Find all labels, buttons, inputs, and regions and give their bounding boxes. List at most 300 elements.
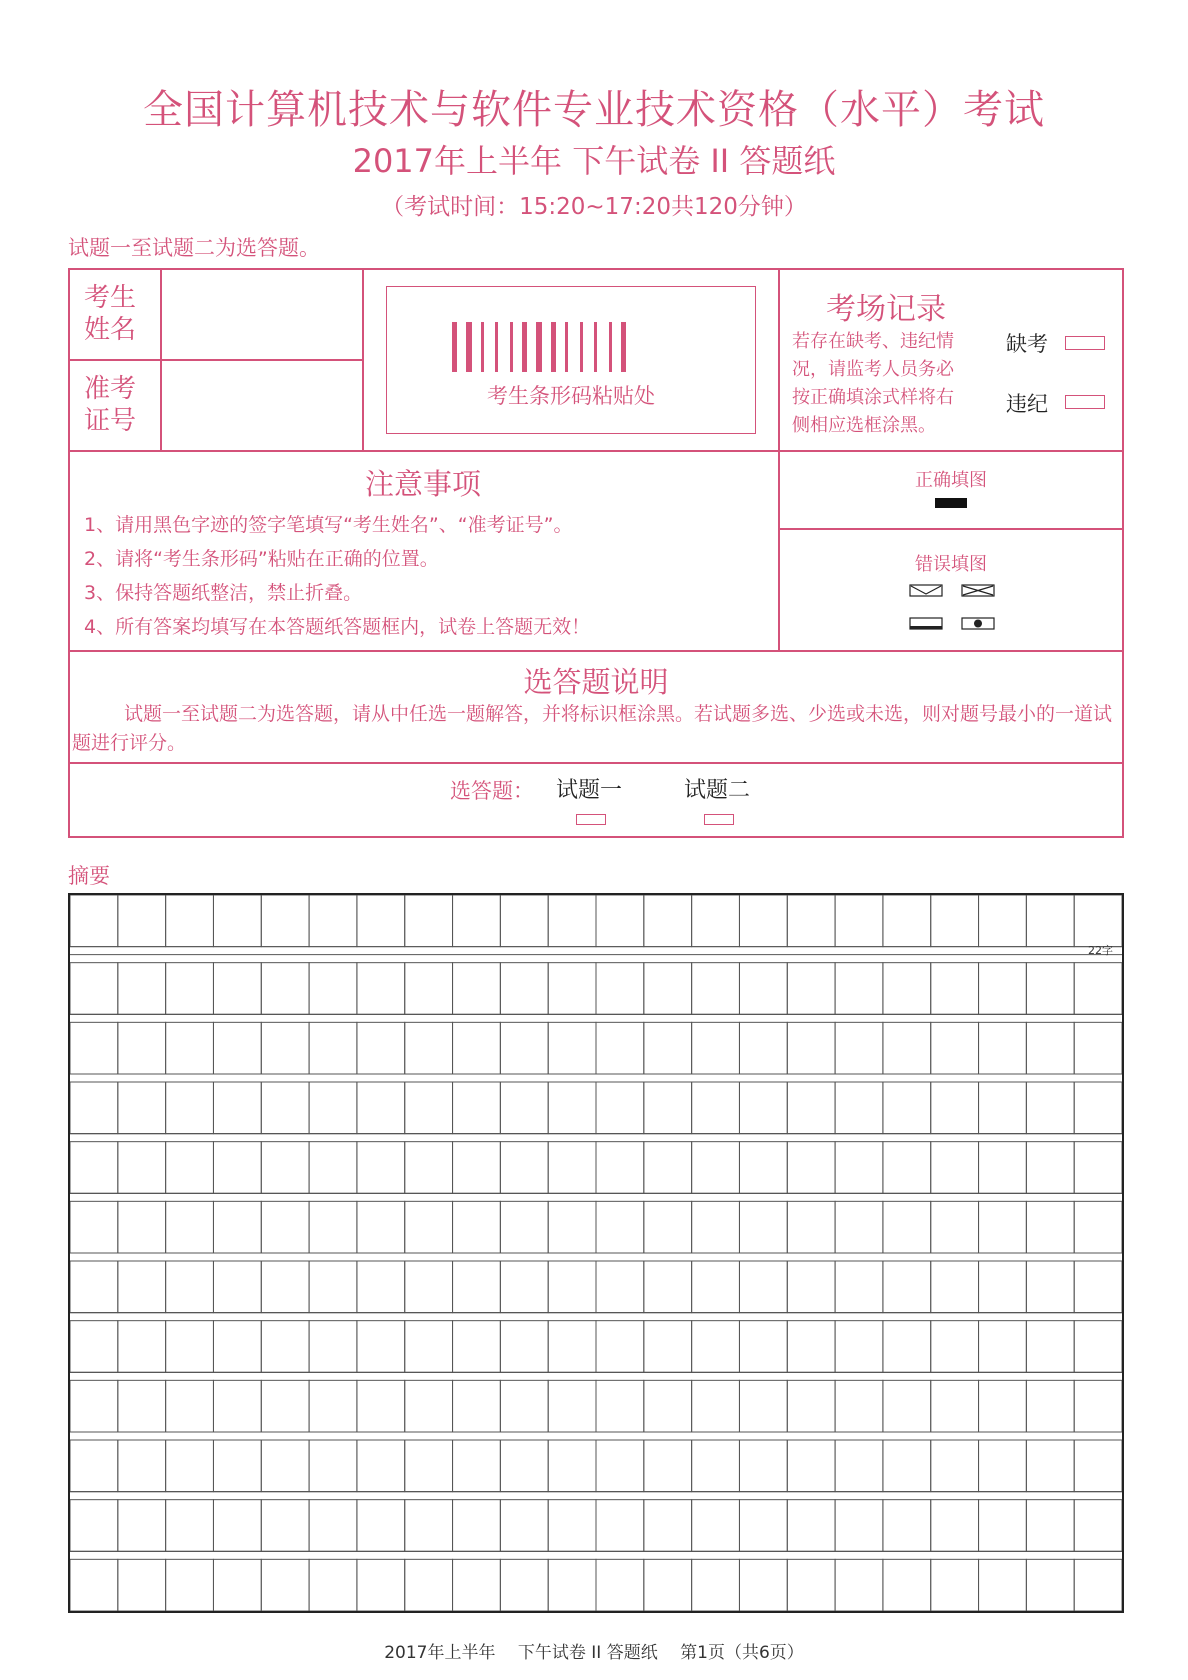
grid-cell[interactable] xyxy=(1026,895,1074,947)
grid-cell[interactable] xyxy=(883,1201,931,1253)
grid-cell[interactable] xyxy=(1074,895,1122,947)
grid-cell[interactable] xyxy=(548,1022,596,1074)
grid-cell[interactable] xyxy=(1026,1201,1074,1253)
grid-cell[interactable] xyxy=(453,963,501,1015)
grid-cell[interactable] xyxy=(261,1321,309,1373)
grid-cell[interactable] xyxy=(453,1321,501,1373)
selection-title: 选答题说明 xyxy=(523,665,669,699)
option-2-label: 试题二 xyxy=(684,778,751,803)
grid-cell[interactable] xyxy=(596,1440,644,1492)
grid-cell[interactable] xyxy=(548,1201,596,1253)
grid-cell[interactable] xyxy=(931,1440,979,1492)
grid-cell[interactable] xyxy=(979,1022,1027,1074)
grid-cell[interactable] xyxy=(835,1022,883,1074)
grid-cell[interactable] xyxy=(835,895,883,947)
grid-cell[interactable] xyxy=(166,1440,214,1492)
grid-cell[interactable] xyxy=(739,895,787,947)
grid-cell[interactable] xyxy=(644,1261,692,1313)
grid-cell[interactable] xyxy=(309,1559,357,1611)
grid-cell[interactable] xyxy=(692,963,740,1015)
grid-cell[interactable] xyxy=(1074,1261,1122,1313)
grid-cell[interactable] xyxy=(1026,1022,1074,1074)
grid-cell[interactable] xyxy=(500,1559,548,1611)
grid-cell[interactable] xyxy=(213,1142,261,1194)
grid-cell[interactable] xyxy=(883,895,931,947)
grid-cell[interactable] xyxy=(739,1321,787,1373)
grid-cell[interactable] xyxy=(166,1500,214,1552)
grid-cell[interactable] xyxy=(261,1440,309,1492)
grid-cell[interactable] xyxy=(70,1321,118,1373)
intro-text: 试题一至试题二为选答题。 xyxy=(68,236,320,260)
grid-cell[interactable] xyxy=(309,1022,357,1074)
grid-cell[interactable] xyxy=(166,963,214,1015)
grid-cell[interactable] xyxy=(70,1380,118,1432)
grid-cell[interactable] xyxy=(979,1380,1027,1432)
grid-cell[interactable] xyxy=(309,963,357,1015)
option-1-label: 试题一 xyxy=(556,778,623,803)
grid-cell[interactable] xyxy=(931,1500,979,1552)
grid-cell[interactable] xyxy=(1026,1440,1074,1492)
grid-cell[interactable] xyxy=(166,1082,214,1134)
grid-cell[interactable] xyxy=(500,1201,548,1253)
exam-title: 全国计算机技术与软件专业技术资格（水平）考试 xyxy=(143,87,1045,133)
grid-cell[interactable] xyxy=(644,1440,692,1492)
grid-cell[interactable] xyxy=(548,1142,596,1194)
grid-cell[interactable] xyxy=(405,1559,453,1611)
wrong-fill-label: 错误填图 xyxy=(915,554,987,575)
grid-cell[interactable] xyxy=(500,1142,548,1194)
grid-cell[interactable] xyxy=(118,963,166,1015)
grid-cell[interactable] xyxy=(166,1142,214,1194)
grid-cell[interactable] xyxy=(787,895,835,947)
grid-cell[interactable] xyxy=(692,1201,740,1253)
grid-cell[interactable] xyxy=(118,1261,166,1313)
grid-cell[interactable] xyxy=(213,1321,261,1373)
grid-cell[interactable] xyxy=(453,1022,501,1074)
grid-cell[interactable] xyxy=(883,1261,931,1313)
grid-cell[interactable] xyxy=(596,1500,644,1552)
wrong-check-icon xyxy=(910,585,942,596)
grid-cell[interactable] xyxy=(979,1559,1027,1611)
grid-cell[interactable] xyxy=(118,1022,166,1074)
grid-cell[interactable] xyxy=(787,1380,835,1432)
grid-cell[interactable] xyxy=(787,1142,835,1194)
grid-cell[interactable] xyxy=(309,1440,357,1492)
grid-cell[interactable] xyxy=(405,1022,453,1074)
grid-cell[interactable] xyxy=(1074,1082,1122,1134)
grid-cell[interactable] xyxy=(931,1022,979,1074)
correct-fill-icon xyxy=(935,498,967,508)
grid-cell[interactable] xyxy=(979,1440,1027,1492)
grid-cell[interactable] xyxy=(309,1380,357,1432)
grid-cell[interactable] xyxy=(118,1201,166,1253)
grid-cell[interactable] xyxy=(979,1082,1027,1134)
grid-cell[interactable] xyxy=(166,1380,214,1432)
notice-item: 3、保持答题纸整洁，禁止折叠。 xyxy=(84,582,363,604)
id-label: 准考 证号 xyxy=(84,374,137,436)
grid-cell[interactable] xyxy=(835,1321,883,1373)
grid-cell[interactable] xyxy=(787,1201,835,1253)
grid-cell[interactable] xyxy=(70,1500,118,1552)
grid-cell[interactable] xyxy=(692,1022,740,1074)
grid-cell[interactable] xyxy=(405,1380,453,1432)
grid-cell[interactable] xyxy=(1026,1321,1074,1373)
grid-cell[interactable] xyxy=(692,1380,740,1432)
exam-subtitle: 2017年上半年 下午试卷 II 答题纸 xyxy=(352,142,836,180)
violation-label: 违纪 xyxy=(1006,392,1048,416)
grid-cell[interactable] xyxy=(118,1500,166,1552)
grid-cell[interactable] xyxy=(118,1321,166,1373)
grid-cell[interactable] xyxy=(548,1261,596,1313)
grid-cell[interactable] xyxy=(979,1261,1027,1313)
grid-cell[interactable] xyxy=(405,1440,453,1492)
grid-cell[interactable] xyxy=(883,1440,931,1492)
grid-cell[interactable] xyxy=(979,963,1027,1015)
grid-cell[interactable] xyxy=(883,1500,931,1552)
grid-cell[interactable] xyxy=(405,1500,453,1552)
grid-cell[interactable] xyxy=(787,1559,835,1611)
grid-cell[interactable] xyxy=(166,895,214,947)
grid-cell[interactable] xyxy=(357,1082,405,1134)
grid-cell[interactable] xyxy=(739,1022,787,1074)
grid-cell[interactable] xyxy=(787,1022,835,1074)
grid-cell[interactable] xyxy=(500,1321,548,1373)
grid-cell[interactable] xyxy=(70,1142,118,1194)
grid-cell[interactable] xyxy=(1026,1261,1074,1313)
grid-cell[interactable] xyxy=(739,1500,787,1552)
grid-cell[interactable] xyxy=(213,963,261,1015)
grid-cell[interactable] xyxy=(357,1201,405,1253)
grid-cell[interactable] xyxy=(787,1261,835,1313)
grid-cell[interactable] xyxy=(548,1380,596,1432)
grid-cell[interactable] xyxy=(931,963,979,1015)
grid-cell[interactable] xyxy=(835,963,883,1015)
grid-cell[interactable] xyxy=(979,895,1027,947)
grid-cell[interactable] xyxy=(357,1142,405,1194)
grid-cell[interactable] xyxy=(166,1022,214,1074)
grid-cell[interactable] xyxy=(692,1261,740,1313)
grid-cell[interactable] xyxy=(261,1142,309,1194)
grid-cell[interactable] xyxy=(596,1201,644,1253)
grid-cell[interactable] xyxy=(213,1201,261,1253)
grid-cell[interactable] xyxy=(644,1082,692,1134)
grid-cell[interactable] xyxy=(357,1261,405,1313)
grid-cell[interactable] xyxy=(261,895,309,947)
grid-cell[interactable] xyxy=(979,1142,1027,1194)
notice-item: 2、请将“考生条形码”粘贴在正确的位置。 xyxy=(84,548,439,570)
grid-cell[interactable] xyxy=(692,1082,740,1134)
grid-cell[interactable] xyxy=(309,1261,357,1313)
grid-cell[interactable] xyxy=(405,1142,453,1194)
grid-cell[interactable] xyxy=(405,1261,453,1313)
selection-body: 试题一至试题二为选答题，请从中任选一题解答，并将标识框涂黑。若试题多选、少选或未选，则对题号最小的一道试题进行评分。 xyxy=(72,703,1113,754)
wrong-fill-icons xyxy=(908,582,998,632)
grid-cell[interactable] xyxy=(118,895,166,947)
grid-cell[interactable] xyxy=(70,963,118,1015)
barcode-label: 考生条形码粘贴处 xyxy=(487,384,655,408)
grid-cell[interactable] xyxy=(931,1082,979,1134)
grid-cell[interactable] xyxy=(596,963,644,1015)
grid-cell[interactable] xyxy=(692,1559,740,1611)
grid-cell[interactable] xyxy=(261,1201,309,1253)
grid-cell[interactable] xyxy=(596,1261,644,1313)
notice-list xyxy=(84,508,590,644)
grid-cell[interactable] xyxy=(548,963,596,1015)
grid-cell[interactable] xyxy=(835,1261,883,1313)
grid-cell[interactable] xyxy=(118,1440,166,1492)
grid-cell[interactable] xyxy=(453,1082,501,1134)
grid-cell[interactable] xyxy=(500,1440,548,1492)
name-label: 考生 姓名 xyxy=(84,283,137,345)
grid-cell[interactable] xyxy=(70,1440,118,1492)
grid-cell[interactable] xyxy=(1074,963,1122,1015)
grid-cell[interactable] xyxy=(405,895,453,947)
grid-cell[interactable] xyxy=(357,1321,405,1373)
grid-cell[interactable] xyxy=(70,1201,118,1253)
grid-cell[interactable] xyxy=(118,1142,166,1194)
grid-cell[interactable] xyxy=(739,1380,787,1432)
grid-cell[interactable] xyxy=(644,963,692,1015)
wrong-cross-icon xyxy=(962,585,994,596)
grid-cell[interactable] xyxy=(500,1022,548,1074)
grid-cell[interactable] xyxy=(835,1559,883,1611)
grid-cell[interactable] xyxy=(70,1559,118,1611)
grid-cell[interactable] xyxy=(500,1500,548,1552)
grid-cell[interactable] xyxy=(357,1022,405,1074)
grid-cell[interactable] xyxy=(309,1321,357,1373)
grid-cell[interactable] xyxy=(548,1440,596,1492)
grid-cell[interactable] xyxy=(261,1559,309,1611)
grid-cell[interactable] xyxy=(70,895,118,947)
grid-cell[interactable] xyxy=(596,1022,644,1074)
grid-cell[interactable] xyxy=(1074,1380,1122,1432)
grid-cell[interactable] xyxy=(596,1380,644,1432)
grid-cell[interactable] xyxy=(453,1380,501,1432)
grid-cell[interactable] xyxy=(309,1500,357,1552)
violation-checkbox[interactable] xyxy=(1065,395,1105,409)
grid-cell[interactable] xyxy=(548,1082,596,1134)
grid-cell[interactable] xyxy=(405,1082,453,1134)
grid-cell[interactable] xyxy=(883,1559,931,1611)
grid-cell[interactable] xyxy=(453,1142,501,1194)
grid-cell[interactable] xyxy=(739,1440,787,1492)
grid-cell[interactable] xyxy=(357,1500,405,1552)
grid-cell[interactable] xyxy=(357,895,405,947)
grid-cell[interactable] xyxy=(787,1500,835,1552)
grid-cell[interactable] xyxy=(405,963,453,1015)
grid-cell[interactable] xyxy=(1074,1022,1122,1074)
grid-cell[interactable] xyxy=(453,895,501,947)
grid-cell[interactable] xyxy=(357,1440,405,1492)
grid-cell[interactable] xyxy=(500,1261,548,1313)
grid-cell[interactable] xyxy=(596,1082,644,1134)
grid-cell[interactable] xyxy=(931,1321,979,1373)
grid-cell[interactable] xyxy=(644,1201,692,1253)
grid-cell[interactable] xyxy=(309,1201,357,1253)
notice-item: 1、请用黑色字迹的签字笔填写“考生姓名”、“准考证号”。 xyxy=(84,514,573,536)
grid-cell[interactable] xyxy=(213,895,261,947)
grid-cell[interactable] xyxy=(1026,963,1074,1015)
grid-cell[interactable] xyxy=(548,1559,596,1611)
grid-cell[interactable] xyxy=(1026,1559,1074,1611)
grid-cell[interactable] xyxy=(453,1201,501,1253)
grid-cell[interactable] xyxy=(596,895,644,947)
grid-cell[interactable] xyxy=(1026,1142,1074,1194)
grid-cell[interactable] xyxy=(644,1380,692,1432)
grid-cell[interactable] xyxy=(596,1559,644,1611)
grid-cell[interactable] xyxy=(453,1500,501,1552)
grid-cell[interactable] xyxy=(453,1440,501,1492)
grid-cell[interactable] xyxy=(1026,1500,1074,1552)
grid-cell[interactable] xyxy=(1074,1440,1122,1492)
grid-cell[interactable] xyxy=(931,1559,979,1611)
grid-cell[interactable] xyxy=(596,1142,644,1194)
grid-cell[interactable] xyxy=(70,1022,118,1074)
grid-cell[interactable] xyxy=(405,1321,453,1373)
grid-cell[interactable] xyxy=(453,1559,501,1611)
wrong-dot-icon xyxy=(962,618,994,629)
grid-cell[interactable] xyxy=(883,1380,931,1432)
grid-cell[interactable] xyxy=(835,1082,883,1134)
grid-cell[interactable] xyxy=(213,1022,261,1074)
grid-cell[interactable] xyxy=(883,1022,931,1074)
option-2-checkbox[interactable] xyxy=(704,814,734,825)
grid-cell[interactable] xyxy=(309,895,357,947)
correct-fill-label: 正确填图 xyxy=(915,470,987,491)
grid-cell[interactable] xyxy=(500,963,548,1015)
name-field[interactable] xyxy=(164,272,360,356)
grid-cell[interactable] xyxy=(166,1321,214,1373)
grid-cell[interactable] xyxy=(1074,1321,1122,1373)
choose-label: 选答题： xyxy=(450,779,534,803)
grid-cell[interactable] xyxy=(644,1142,692,1194)
grid-cell[interactable] xyxy=(739,963,787,1015)
grid-cell[interactable] xyxy=(357,1559,405,1611)
grid-cell[interactable] xyxy=(644,895,692,947)
grid-cell[interactable] xyxy=(979,1321,1027,1373)
grid-cell[interactable] xyxy=(261,1022,309,1074)
answer-grid[interactable] xyxy=(68,893,1124,1613)
grid-cell[interactable] xyxy=(213,1500,261,1552)
grid-cell[interactable] xyxy=(261,1082,309,1134)
absent-checkbox[interactable] xyxy=(1065,336,1105,350)
grid-cell[interactable] xyxy=(213,1082,261,1134)
grid-cell[interactable] xyxy=(787,1440,835,1492)
grid-cell[interactable] xyxy=(166,1201,214,1253)
grid-cell[interactable] xyxy=(644,1321,692,1373)
grid-cell[interactable] xyxy=(548,1500,596,1552)
grid-cell[interactable] xyxy=(261,1380,309,1432)
grid-cell[interactable] xyxy=(405,1201,453,1253)
grid-cell[interactable] xyxy=(1074,1559,1122,1611)
grid-cell[interactable] xyxy=(500,1380,548,1432)
answer-area-label: 摘要 xyxy=(68,864,110,888)
option-1-checkbox[interactable] xyxy=(576,814,606,825)
grid-cell[interactable] xyxy=(118,1380,166,1432)
grid-cell[interactable] xyxy=(883,963,931,1015)
grid-cell[interactable] xyxy=(118,1082,166,1134)
grid-cell[interactable] xyxy=(739,1142,787,1194)
grid-cell[interactable] xyxy=(261,1500,309,1552)
grid-cell[interactable] xyxy=(692,895,740,947)
grid-cell[interactable] xyxy=(644,1500,692,1552)
grid-cell[interactable] xyxy=(692,1142,740,1194)
grid-cell[interactable] xyxy=(739,1201,787,1253)
grid-cell[interactable] xyxy=(213,1261,261,1313)
grid-cell[interactable] xyxy=(787,1082,835,1134)
grid-cell[interactable] xyxy=(979,1500,1027,1552)
grid-cell[interactable] xyxy=(261,1261,309,1313)
grid-cell[interactable] xyxy=(739,1559,787,1611)
grid-cell[interactable] xyxy=(213,1380,261,1432)
grid-cell[interactable] xyxy=(70,1261,118,1313)
grid-cell[interactable] xyxy=(644,1022,692,1074)
grid-cell[interactable] xyxy=(548,895,596,947)
grid-cell[interactable] xyxy=(787,963,835,1015)
grid-cell[interactable] xyxy=(548,1321,596,1373)
grid-cell[interactable] xyxy=(835,1201,883,1253)
page-footer: 2017年上半年 下午试卷 II 答题纸 第1页（共6页） xyxy=(384,1643,804,1663)
grid-cell[interactable] xyxy=(70,1082,118,1134)
grid-cell[interactable] xyxy=(1074,1500,1122,1552)
grid-cell[interactable] xyxy=(931,1142,979,1194)
record-description: 若存在缺考、违纪情 况，请监考人员务必 按正确填涂式样将右 侧相应选框涂黑。 xyxy=(792,331,954,436)
grid-cell[interactable] xyxy=(213,1559,261,1611)
grid-cell[interactable] xyxy=(261,963,309,1015)
grid-cell[interactable] xyxy=(931,1261,979,1313)
grid-cell[interactable] xyxy=(1074,1142,1122,1194)
record-title: 考场记录 xyxy=(826,292,946,327)
grid-cell[interactable] xyxy=(883,1321,931,1373)
grid-cell[interactable] xyxy=(692,1321,740,1373)
grid-cell[interactable] xyxy=(835,1440,883,1492)
notice-title: 注意事项 xyxy=(364,467,481,501)
grid-cell[interactable] xyxy=(835,1500,883,1552)
grid-cell[interactable] xyxy=(596,1321,644,1373)
grid-cell[interactable] xyxy=(931,1380,979,1432)
grid-cell[interactable] xyxy=(787,1321,835,1373)
grid-cell[interactable] xyxy=(309,1142,357,1194)
grid-cell[interactable] xyxy=(883,1142,931,1194)
grid-cell[interactable] xyxy=(500,1082,548,1134)
char-counter: 22字 xyxy=(1088,944,1113,957)
grid-cell[interactable] xyxy=(883,1082,931,1134)
grid-cell[interactable] xyxy=(644,1559,692,1611)
grid-cell[interactable] xyxy=(166,1261,214,1313)
id-field[interactable] xyxy=(164,363,360,447)
grid-cell[interactable] xyxy=(692,1440,740,1492)
grid-cell[interactable] xyxy=(692,1500,740,1552)
grid-cell[interactable] xyxy=(1026,1082,1074,1134)
grid-cell[interactable] xyxy=(213,1440,261,1492)
grid-cell[interactable] xyxy=(931,895,979,947)
grid-cell[interactable] xyxy=(118,1559,166,1611)
grid-cell[interactable] xyxy=(739,1082,787,1134)
grid-cell[interactable] xyxy=(835,1142,883,1194)
grid-cell[interactable] xyxy=(1026,1380,1074,1432)
grid-cell[interactable] xyxy=(500,895,548,947)
grid-cell[interactable] xyxy=(931,1201,979,1253)
grid-cell[interactable] xyxy=(309,1082,357,1134)
grid-cell[interactable] xyxy=(739,1261,787,1313)
grid-cell[interactable] xyxy=(166,1559,214,1611)
grid-cell[interactable] xyxy=(979,1201,1027,1253)
grid-cell[interactable] xyxy=(453,1261,501,1313)
grid-cell[interactable] xyxy=(1074,1201,1122,1253)
grid-cell[interactable] xyxy=(357,963,405,1015)
grid-cell[interactable] xyxy=(357,1380,405,1432)
grid-cell[interactable] xyxy=(835,1380,883,1432)
